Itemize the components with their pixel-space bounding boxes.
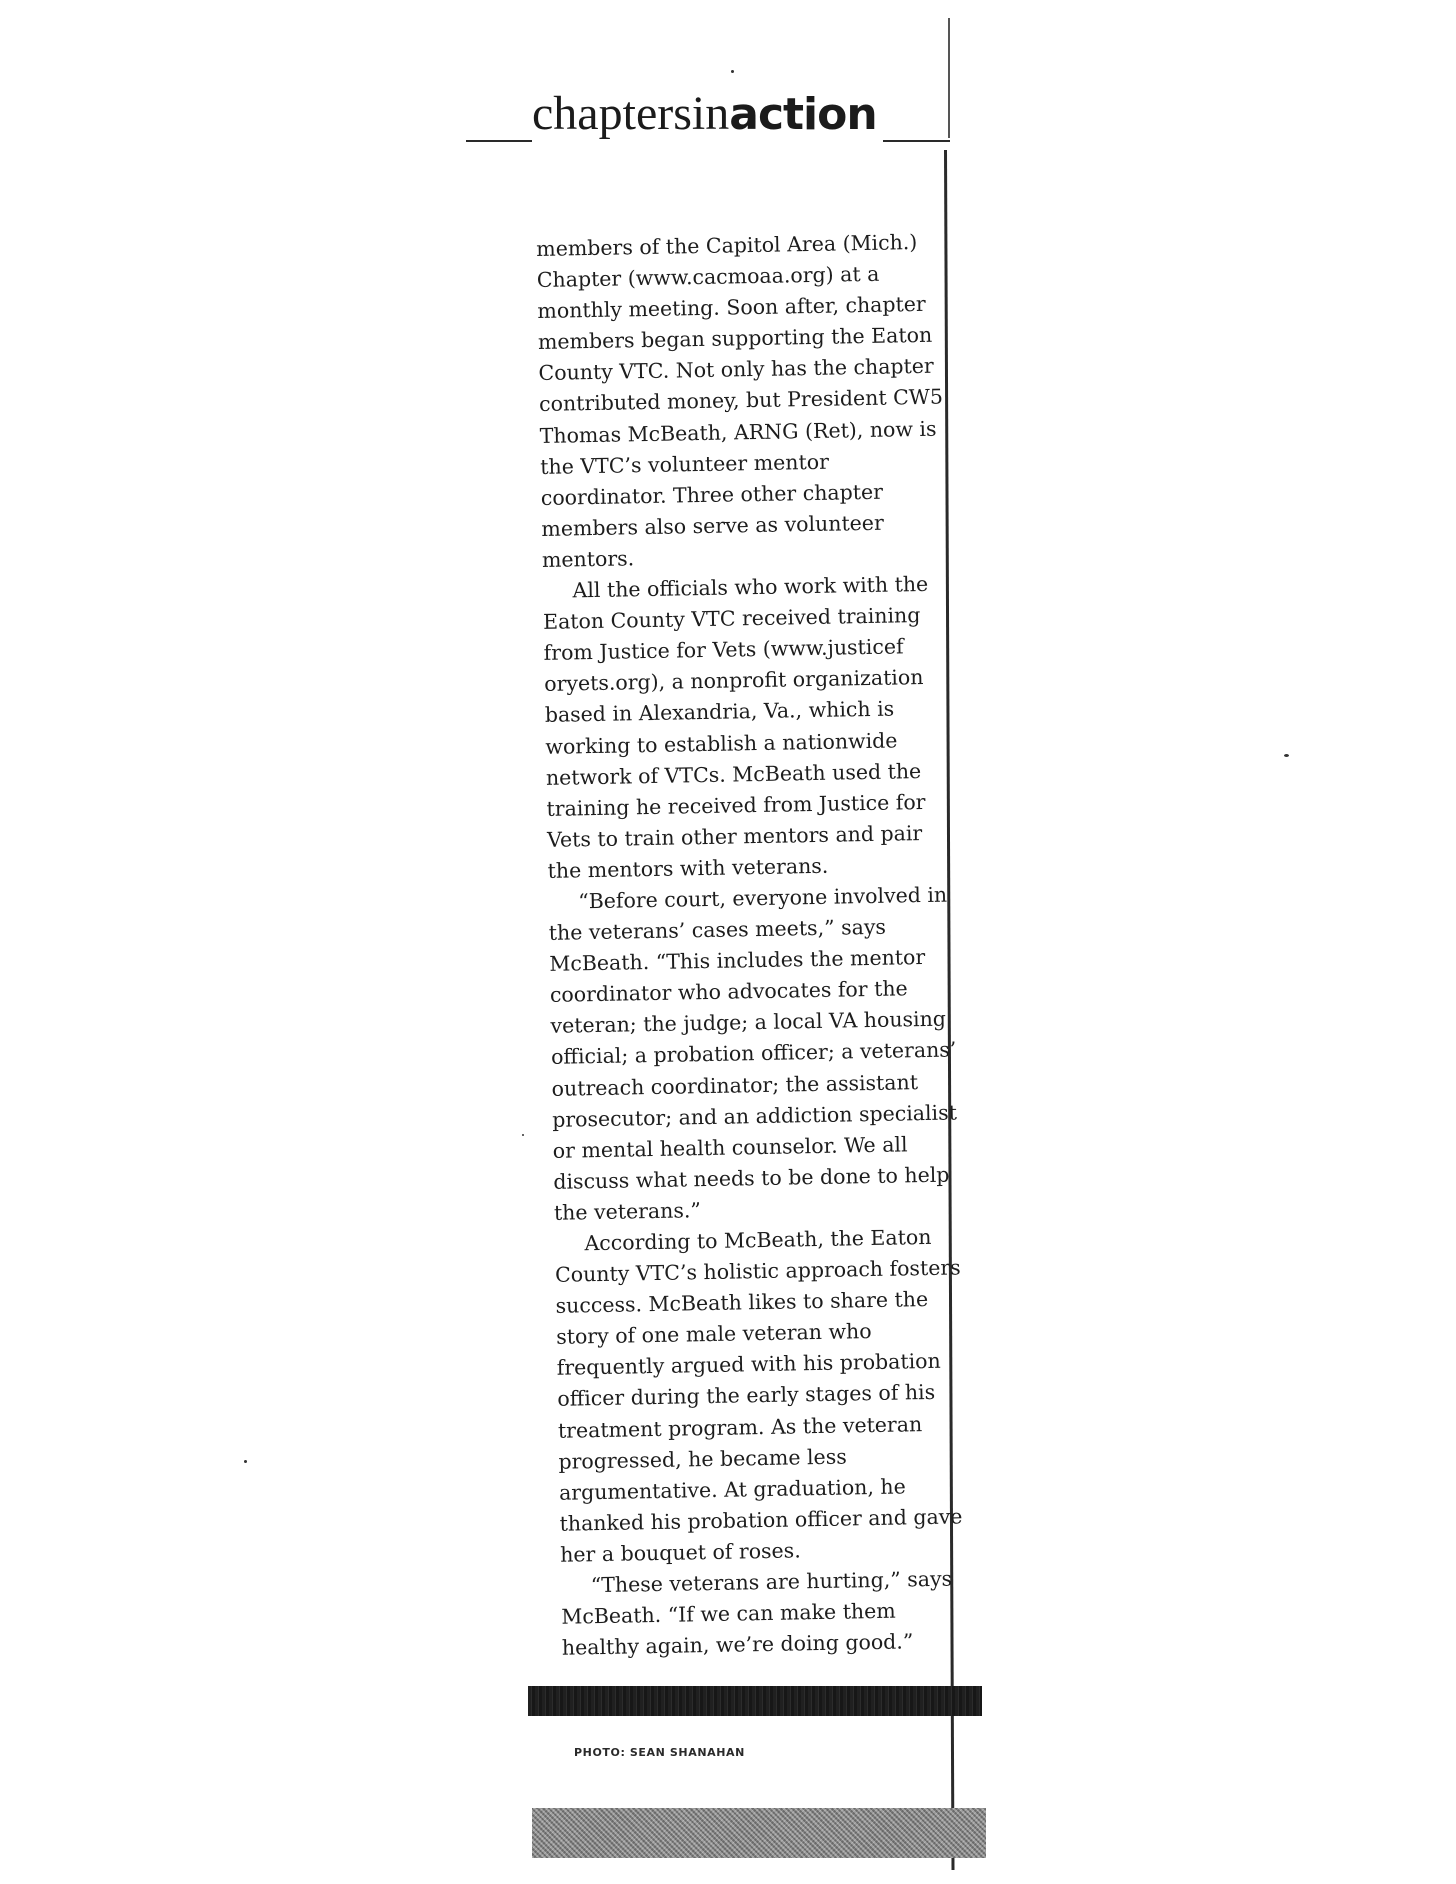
scan-speck [731, 70, 734, 73]
article-paragraph: “These veterans are hurting,” says McBeath. “If we can make them healthy again, we’re doing good.” [561, 1566, 953, 1660]
photo-bottom-band [532, 1808, 986, 1858]
article-paragraph: According to McBeath, the Eaton County VTC’s holistic approach fosters success. McBeath likes to share the story of one male veteran who frequently argued with his probation officer during the early stages of his treatment program. As the veteran progressed, he became less argumentative. At graduation, he thanked his probation officer and gave her a bouquet of roses. [554, 1224, 963, 1567]
section-title [532, 86, 883, 143]
article-paragraph: All the officials who work with the Eaton County VTC received training from Justice for Vets (www.justicef oryets.org), a nonprofit organization based in Alexandria, Va., which is working to establish a nationwide network of VTCs. McBeath used the training he received from Justice for Vets to train other mentors and pair the mentors with veterans. [542, 571, 929, 883]
section-title-regular: chaptersin [532, 87, 730, 140]
article-paragraph: members of the Capitol Area (Mich.) Chapter (www.cacmoaa.org) at a monthly meeting. Soon after, chapter members began supporting the Eaton County VTC. Not only has the chapter contributed money, but President CW5 Thomas McBeath, ARNG (Ret), now is the VTC’s volunteer mentor coordinator. Three other chapter members also serve as volunteer mentors. [536, 230, 944, 572]
article-paragraph: “Before court, everyone involved in the veterans’ cases meets,” says McBeath. “This includes the mentor coordinator who advocates for the veteran; the judge; a local VA housing official; a probation officer; a veterans’ outreach coordinator; the assistant prosecutor; and an addiction specialist or mental health counselor. We all discuss what needs to be done to help the veterans.” [548, 882, 958, 1225]
photo-top-band [528, 1686, 982, 1716]
photo-credit: PHOTO: SEAN SHANAHAN [574, 1746, 745, 1759]
scan-speck [1284, 754, 1289, 757]
section-header [466, 84, 950, 146]
scan-speck [522, 1134, 524, 1136]
scan-speck [244, 1460, 247, 1463]
section-title-bold: action [729, 89, 877, 140]
article-column [536, 226, 974, 1664]
